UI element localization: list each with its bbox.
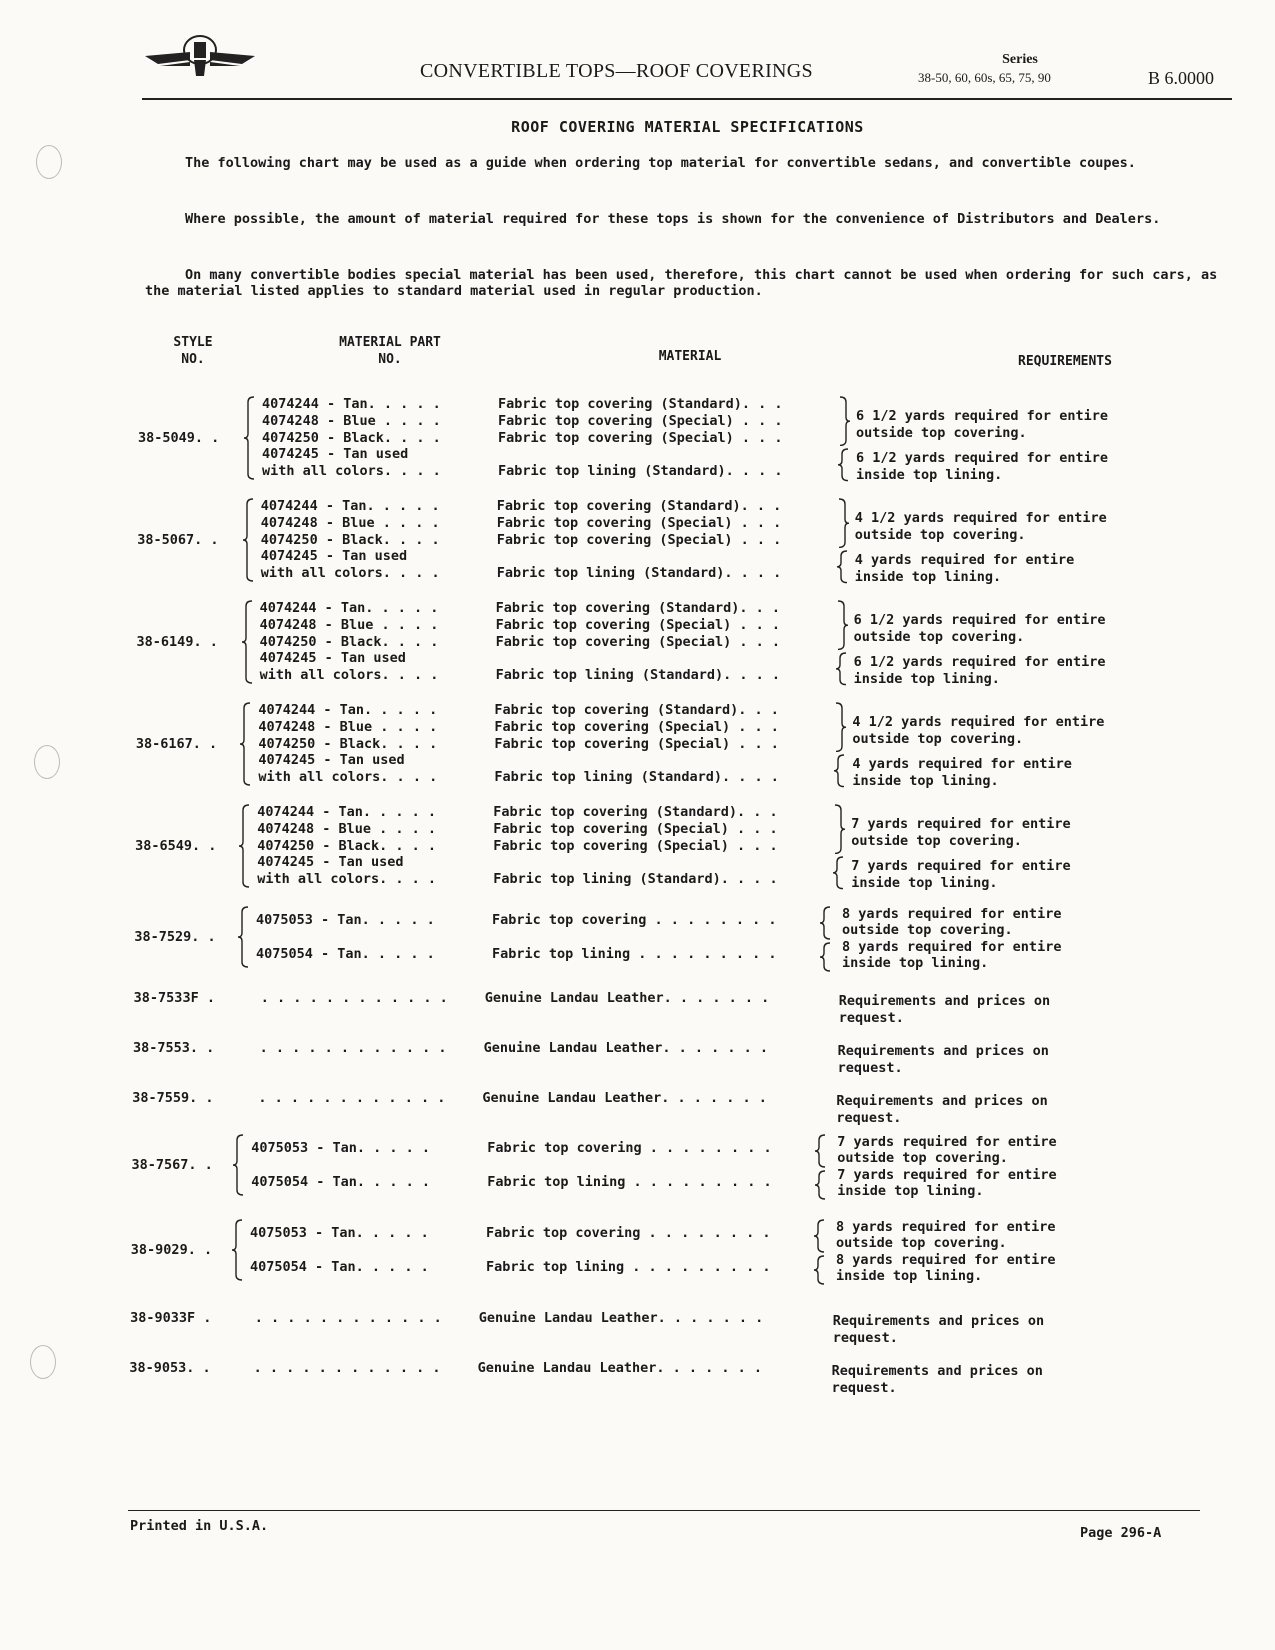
style-number-cell: 38-7559. . <box>132 1090 214 1106</box>
requirement-cell: outside top covering. <box>856 424 1027 441</box>
part-number-cell: 4074248 - Blue . . . . <box>262 412 441 429</box>
section-code: B 6.0000 <box>1148 68 1215 88</box>
bracket-right <box>837 498 849 548</box>
material-cell: Fabric top covering (Standard). . . <box>498 396 783 412</box>
intro-paragraph: The following chart may be used as a guide when ordering top material for convertible sedans, and convertible coupes. <box>185 155 1136 171</box>
part-number-cell: 4074244 - Tan. . . . . <box>258 702 438 718</box>
requirement-cell: 7 yards required for entire <box>851 858 1071 875</box>
material-cell: Fabric top covering (Special) . . . <box>493 820 778 837</box>
material-cell: Genuine Landau Leather. . . . . . . <box>483 1040 769 1056</box>
material-cell: Fabric top covering (Special) . . . <box>494 718 779 735</box>
part-number-cell: with all colors. . . . <box>259 667 439 684</box>
bracket-left <box>240 702 252 786</box>
bracket-right <box>834 702 846 752</box>
part-number-cell: 4074248 - Blue . . . . <box>257 820 436 837</box>
requirement-cell: inside top lining. <box>853 671 1000 688</box>
part-number-cell: 4074245 - Tan used <box>260 548 408 565</box>
column-header-style: STYLE NO. <box>173 335 213 367</box>
material-cell: Genuine Landau Leather. . . . . . . <box>482 1090 767 1106</box>
part-number-cell: 4074250 - Black. . . . <box>262 429 441 446</box>
part-number-cell: 4074248 - Blue . . . . <box>260 514 440 531</box>
requirement-cell: outside top covering. <box>842 922 1013 938</box>
part-number-cell: 4075054 - Tan. . . . . <box>251 1174 430 1190</box>
part-number-cell: 4074244 - Tan. . . . . <box>262 396 441 412</box>
requirement-cell: 8 yards required for entire <box>842 939 1062 955</box>
part-number-cell: 4074248 - Blue . . . . <box>259 616 439 633</box>
part-number-cell: 4075053 - Tan. . . . . <box>251 1140 430 1156</box>
material-cell: Fabric top covering (Special) . . . <box>495 616 781 633</box>
bracket-left <box>244 396 256 480</box>
requirement-cell: Requirements and prices on <box>831 1363 1043 1379</box>
requirement-cell: 4 yards required for entire <box>852 756 1072 773</box>
page-title: CONVERTIBLE TOPS—ROOF COVERINGS <box>420 60 813 82</box>
requirement-cell: outside top covering. <box>837 1150 1008 1166</box>
bracket-right <box>838 396 850 446</box>
requirement-cell: 4 1/2 yards required for entire <box>854 510 1107 526</box>
bracket-left <box>239 804 251 888</box>
bracket-left <box>814 1219 826 1253</box>
footer-rule <box>128 1510 1200 1511</box>
material-cell: Fabric top covering (Special) . . . <box>494 735 779 752</box>
style-number-cell: 38-7529. . <box>134 929 216 945</box>
material-cell: Fabric top lining (Standard). . . . <box>496 565 782 582</box>
series-values: 38-50, 60, 60s, 65, 75, 90 <box>918 70 1051 85</box>
style-number-cell: 38-7533F . <box>133 990 215 1006</box>
requirement-cell: Requirements and prices on <box>838 993 1051 1009</box>
bracket-left <box>232 1219 244 1281</box>
material-cell: Fabric top covering (Special) . . . <box>493 837 778 854</box>
requirement-cell: inside top lining. <box>836 1268 983 1284</box>
part-number-cell: . . . . . . . . . . . . <box>253 1360 441 1376</box>
bracket-left <box>814 1255 826 1285</box>
bracket-left <box>837 550 849 584</box>
requirement-cell: 6 1/2 yards required for entire <box>856 408 1108 424</box>
material-cell: Fabric top lining . . . . . . . . . <box>486 1259 771 1275</box>
part-number-cell: 4074244 - Tan. . . . . <box>260 498 440 514</box>
part-number-cell: 4074245 - Tan used <box>257 854 404 871</box>
style-number-cell: 38-6549. . <box>135 837 217 854</box>
header-rule <box>142 98 1232 100</box>
requirement-cell: inside top lining. <box>856 467 1003 484</box>
style-number-cell: 38-7553. . <box>132 1040 215 1056</box>
punch-hole <box>30 1345 56 1379</box>
material-cell: Fabric top lining . . . . . . . . . <box>487 1174 772 1190</box>
bracket-left <box>238 906 250 968</box>
column-header-part: MATERIAL PART NO. <box>339 335 441 367</box>
part-number-cell: with all colors. . . . <box>262 463 441 480</box>
part-number-cell: 4075054 - Tan. . . . . <box>256 946 435 962</box>
bracket-left <box>233 1134 245 1196</box>
bracket-left <box>243 498 255 582</box>
part-number-cell: 4074245 - Tan used <box>259 650 406 667</box>
series-label: Series <box>1002 52 1038 67</box>
part-number-cell: with all colors. . . . <box>257 871 436 888</box>
material-cell: Genuine Landau Leather. . . . . . . <box>477 1360 763 1376</box>
column-header-requirements: REQUIREMENTS <box>1018 354 1112 369</box>
material-cell: Fabric top covering . . . . . . . . <box>487 1140 772 1156</box>
material-cell: Fabric top covering (Standard). . . <box>495 600 781 616</box>
part-number-cell: 4075053 - Tan. . . . . <box>256 912 435 928</box>
style-number-cell: 38-5049. . <box>138 429 220 446</box>
requirement-cell: Requirements and prices on <box>832 1313 1045 1329</box>
part-number-cell: 4074244 - Tan. . . . . <box>257 804 436 820</box>
material-cell: Fabric top covering (Special) . . . <box>496 514 782 531</box>
part-number-cell: . . . . . . . . . . . . <box>260 990 448 1006</box>
bracket-left <box>838 448 850 482</box>
requirement-cell: 7 yards required for entire <box>837 1167 1057 1183</box>
requirement-cell: 6 1/2 yards required for entire <box>853 654 1106 671</box>
material-cell: Genuine Landau Leather. . . . . . . <box>484 990 770 1006</box>
part-number-cell: 4075053 - Tan. . . . . <box>250 1225 429 1241</box>
part-number-cell: 4074244 - Tan. . . . . <box>259 600 439 616</box>
style-number-cell: 38-9053. . <box>129 1360 211 1376</box>
requirement-cell: 6 1/2 yards required for entire <box>856 450 1108 467</box>
part-number-cell: 4074250 - Black. . . . <box>260 531 440 548</box>
requirement-cell: request. <box>838 1009 904 1026</box>
requirement-cell: 7 yards required for entire <box>851 816 1071 832</box>
requirement-cell: outside top covering. <box>851 832 1022 849</box>
part-number-cell: 4075054 - Tan. . . . . <box>250 1259 429 1275</box>
bracket-left <box>820 942 832 972</box>
material-cell: Fabric top covering (Special) . . . <box>498 429 783 446</box>
requirement-cell: Requirements and prices on <box>837 1043 1049 1059</box>
bracket-left <box>836 652 848 686</box>
material-cell: Fabric top lining (Standard). . . . <box>498 463 783 480</box>
material-cell: Fabric top covering (Standard). . . <box>494 702 779 718</box>
part-number-cell: . . . . . . . . . . . . <box>254 1310 442 1326</box>
requirement-cell: outside top covering. <box>852 730 1024 747</box>
material-cell: Fabric top covering . . . . . . . . <box>486 1225 771 1241</box>
column-header-material: MATERIAL <box>658 349 722 364</box>
part-number-cell: 4074245 - Tan used <box>262 446 409 463</box>
part-number-cell: 4074250 - Black. . . . <box>257 837 436 854</box>
material-cell: Fabric top covering (Standard). . . <box>493 804 778 820</box>
requirement-cell: inside top lining. <box>852 773 999 790</box>
part-number-cell: 4074245 - Tan used <box>258 752 405 769</box>
material-cell: Fabric top lining (Standard). . . . <box>494 769 779 786</box>
requirement-cell: request. <box>837 1059 903 1076</box>
material-cell: Fabric top covering . . . . . . . . <box>492 912 777 928</box>
requirement-cell: 4 1/2 yards required for entire <box>852 714 1105 730</box>
requirement-cell: request. <box>832 1329 898 1346</box>
section-subtitle: ROOF COVERING MATERIAL SPECIFICATIONS <box>511 118 864 136</box>
material-cell: Fabric top covering (Special) . . . <box>496 531 782 548</box>
bracket-left <box>833 856 845 890</box>
requirement-cell: 7 yards required for entire <box>837 1134 1057 1150</box>
material-cell: Fabric top covering (Special) . . . <box>495 633 781 650</box>
requirement-cell: inside top lining. <box>851 875 998 892</box>
part-number-cell: . . . . . . . . . . . . <box>258 1090 446 1106</box>
requirement-cell: inside top lining. <box>837 1183 984 1199</box>
part-number-cell: 4074250 - Black. . . . <box>259 633 439 650</box>
requirement-cell: 8 yards required for entire <box>842 906 1062 922</box>
requirement-cell: 4 yards required for entire <box>854 552 1075 569</box>
material-cell: Genuine Landau Leather. . . . . . . <box>478 1310 764 1326</box>
requirement-cell: outside top covering. <box>853 628 1025 645</box>
requirement-cell: outside top covering. <box>854 526 1026 543</box>
requirement-cell: inside top lining. <box>842 955 989 971</box>
style-number-cell: 38-7567. . <box>131 1157 213 1173</box>
requirement-cell: request. <box>831 1379 897 1396</box>
part-number-cell: 4074250 - Black. . . . <box>258 735 438 752</box>
style-number-cell: 38-6167. . <box>135 735 218 752</box>
page-number: Page 296-A <box>1080 1525 1162 1541</box>
requirement-cell: 8 yards required for entire <box>836 1252 1056 1268</box>
bracket-right <box>833 804 845 854</box>
requirement-cell: inside top lining. <box>854 569 1002 586</box>
bracket-left <box>815 1134 827 1168</box>
intro-paragraph: Where possible, the amount of material required for these tops is shown for the convenience of Distributors and Dealers. <box>185 211 1161 227</box>
part-number-cell: 4074248 - Blue . . . . <box>258 718 438 735</box>
part-number-cell: with all colors. . . . <box>260 565 440 582</box>
requirement-cell: request. <box>836 1109 902 1126</box>
material-cell: Fabric top covering (Standard). . . <box>496 498 782 514</box>
part-number-cell: with all colors. . . . <box>258 769 438 786</box>
punch-hole <box>36 145 62 179</box>
material-cell: Fabric top lining . . . . . . . . . <box>492 946 777 962</box>
bracket-right <box>836 600 848 650</box>
bracket-left <box>815 1170 827 1200</box>
style-number-cell: 38-9029. . <box>130 1242 213 1258</box>
bracket-left <box>820 906 832 940</box>
material-cell: Fabric top lining (Standard). . . . <box>495 667 781 684</box>
printed-note: Printed in U.S.A. <box>130 1518 269 1534</box>
style-number-cell: 38-9033F . <box>130 1310 212 1326</box>
requirement-cell: 6 1/2 yards required for entire <box>853 612 1106 628</box>
requirement-cell: outside top covering. <box>836 1235 1007 1251</box>
wings-crest-logo <box>140 28 260 88</box>
bracket-left <box>834 754 846 788</box>
requirement-cell: 8 yards required for entire <box>836 1219 1056 1235</box>
requirement-cell: Requirements and prices on <box>836 1093 1048 1109</box>
part-number-cell: . . . . . . . . . . . . <box>259 1040 447 1056</box>
material-cell: Fabric top lining (Standard). . . . <box>493 871 778 888</box>
punch-hole <box>34 745 60 779</box>
style-number-cell: 38-6149. . <box>136 633 218 650</box>
intro-paragraph: On many convertible bodies special material has been used, therefore, this chart cannot be used when ordering for such cars, as the material listed applies to standard material used in regular production. <box>145 267 1218 299</box>
style-number-cell: 38-5067. . <box>137 531 219 548</box>
material-cell: Fabric top covering (Special) . . . <box>498 412 783 429</box>
bracket-left <box>242 600 254 684</box>
